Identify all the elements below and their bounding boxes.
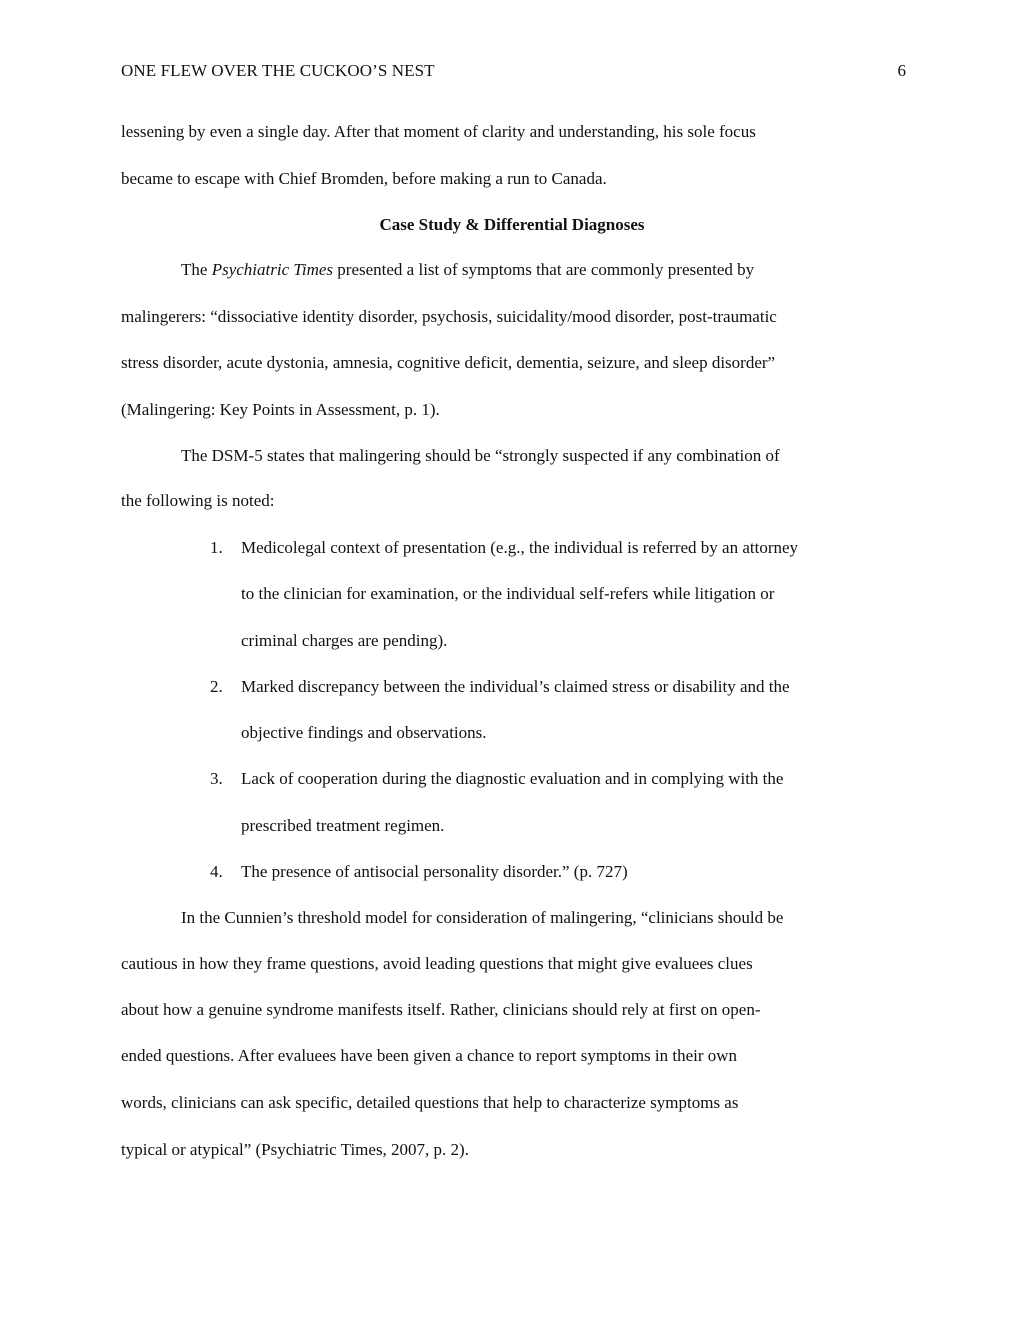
text-run: The <box>181 260 212 279</box>
body-line: lessening by even a single day. After that moment of clarity and understanding, his sole focus <box>121 122 756 141</box>
body-line: malingerers: “dissociative identity disorder, psychosis, suicidality/mood disorder, post-traumatic <box>121 307 777 326</box>
body-line: typical or atypical” (Psychiatric Times, 2007, p. 2). <box>121 1140 469 1159</box>
text-run: presented a list of symptoms that are commonly presented by <box>333 260 755 279</box>
body-line: In the Cunnien’s threshold model for consideration of malingering, “clinicians should be <box>181 908 784 927</box>
list-item-line: objective findings and observations. <box>241 723 487 742</box>
list-item-line: criminal charges are pending). <box>241 631 448 650</box>
list-item-line: prescribed treatment regimen. <box>241 816 445 835</box>
list-item-line: Medicolegal context of presentation (e.g., the individual is referred by an attorney <box>241 538 799 557</box>
body-line: stress disorder, acute dystonia, amnesia, cognitive deficit, dementia, seizure, and sleep disorder” <box>121 353 776 372</box>
list-item-line: Lack of cooperation during the diagnostic evaluation and in complying with the <box>241 769 784 788</box>
list-item-line: The presence of antisocial personality disorder.” (p. 727) <box>241 862 628 881</box>
list-item-line: to the clinician for examination, or the individual self-refers while litigation or <box>241 584 775 603</box>
list-item-line: Marked discrepancy between the individual’s claimed stress or disability and the <box>241 677 790 696</box>
body-line: (Malingering: Key Points in Assessment, p. 1). <box>121 400 440 419</box>
body-line: cautious in how they frame questions, avoid leading questions that might give evaluees clues <box>121 954 753 973</box>
running-head: ONE FLEW OVER THE CUCKOO’S NEST <box>121 61 435 80</box>
section-heading: Case Study & Differential Diagnoses <box>379 215 645 234</box>
body-line: words, clinicians can ask specific, detailed questions that help to characterize symptoms as <box>121 1093 739 1112</box>
italic-title: Psychiatric Times <box>211 260 334 279</box>
body-line: about how a genuine syndrome manifests itself. Rather, clinicians should rely at first on open- <box>121 1000 761 1019</box>
body-line: the following is noted: <box>121 491 275 510</box>
body-line: ended questions. After evaluees have been given a chance to report symptoms in their own <box>121 1046 738 1065</box>
body-line: became to escape with Chief Bromden, before making a run to Canada. <box>121 169 607 188</box>
body-line: The DSM-5 states that malingering should be “strongly suspected if any combination of <box>181 446 780 465</box>
list-number: 4. <box>210 862 223 881</box>
list-number: 3. <box>210 769 223 788</box>
list-number: 2. <box>210 677 223 696</box>
paragraph-first-line <box>181 260 754 280</box>
list-number: 1. <box>210 538 223 557</box>
page-number: 6 <box>897 61 906 80</box>
